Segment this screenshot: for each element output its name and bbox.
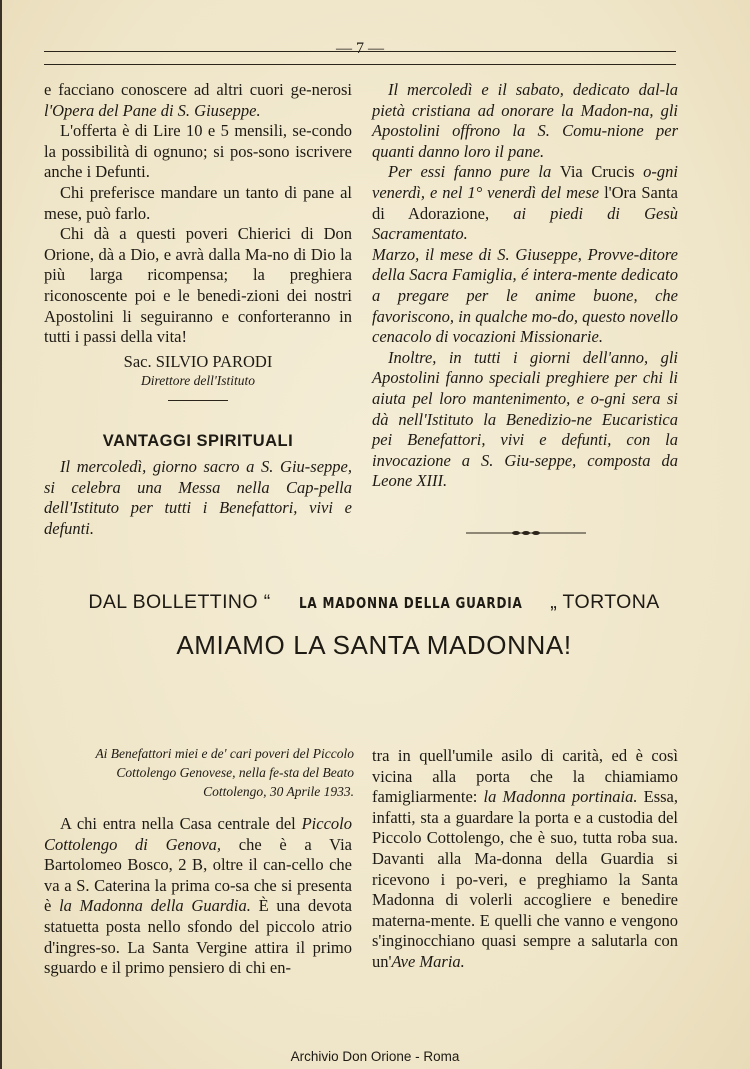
section-heading: VANTAGGI SPIRITUALI xyxy=(102,432,294,451)
page-number: — 7 — xyxy=(336,40,384,57)
paragraph: Inoltre, in tutti i giorni dell'anno, gli Apostolini fanno speciali preghiere per chi li aiuta pel loro mantenimento, e o-gni sera si dà nell'Istituto la Benedizio-ne Eucaristica pei Benefattori, vivi e defunti, con la invocazione a S. Giu-seppe, composta da Leone XIII. xyxy=(372,347,678,491)
paragraph: Il mercoledì, giorno sacro a S. Giu-seppe, si celebra una Messa nella Cap-pella dell'Istituto per tutti i Benefattori, vivi e defunti. xyxy=(44,456,352,538)
left-column-top xyxy=(44,80,352,539)
paragraph: Per essi fanno pure la Via Crucis o-gni venerdì, e nel 1° venerdì del mese l'Ora Santa di Adorazione, ai piedi di Gesù Sacramentato. xyxy=(372,162,679,244)
ornament-divider xyxy=(466,527,586,539)
section-divider xyxy=(168,400,228,401)
paragraph: Chi dà a questi poveri Chierici di Don Orione, dà a Dio, e avrà dalla Ma-no di Dio la più larga ricompensa; la preghiera riconoscente poi e le benedi-zioni dei nostri Apostolini li seguiranno e conforteranno in tutti i passi della vita! xyxy=(44,224,352,347)
signature-name: Sac. SILVIO PARODI xyxy=(123,351,273,371)
paragraph: A chi entra nella Casa centrale del Piccolo Cottolengo di Genova, che è a Via Bartolomeo Bosco, 2 B, oltre il can-cello che va a S. Caterina la prima co-sa che si presenta è la Madonna della Guardia. È una devota statuetta posta nello sfondo del piccolo atrio d'ingres-so. La Santa Vergine attira il primo sguardo e il primo pensiero di chi en- xyxy=(44,814,352,978)
article-title: AMIAMO LA SANTA MADONNA! xyxy=(176,630,572,660)
paragraph: e facciano conoscere ad altri cuori ge-nerosi l'Opera del Pane di S. Giuseppe. xyxy=(44,80,352,120)
page-left-edge xyxy=(0,0,2,1069)
paragraph: Il mercoledì e il sabato, dedicato dal-la pietà cristiana ad onorare la Madon-na, gli Apostolini offrono la S. Comu-nione per quanti danno loro il pane. xyxy=(372,80,678,161)
signature-title: Direttore dell'Istituto xyxy=(141,373,255,389)
left-column-bottom xyxy=(44,814,352,979)
right-column-bottom xyxy=(372,746,678,973)
paragraph: Chi preferisce mandare un tanto di pane al mese, può farlo. xyxy=(44,182,352,223)
article-kicker: DAL BOLLETTINO “ LA MADONNA DELLA GUARDIA „ TORTONA xyxy=(88,591,660,613)
dedication: Ai Benefattori miei e de' cari poveri del Piccolo Cottolengo Genovese, nella fe-sta del Beato Cottolengo, 30 Aprile 1933. xyxy=(95,746,354,799)
paragraph: tra in quell'umile asilo di carità, ed è così vicina alla porta che la chiamiamo famigliarmente: la Madonna portinaia. Essa, infatti, sta a guardare la porta e a custodia del Piccolo Cottolengo, che è suo, tutta roba sua. Davanti alla Ma-donna della Guardia si ricevono i po-veri, e preghiamo la Santa Madonna di volerli accogliere e benedire materna-mente. E quelli che vanno e vengono s'inginocchiano quasi sempre a salutarla con un'Ave Maria. xyxy=(372,746,678,971)
header-rule-lower xyxy=(44,64,676,65)
paragraph: L'offerta è di Lire 10 e 5 mensili, se-condo la possibilità di ognuno; si pos-sono iscrivere anche i Defunti. xyxy=(44,121,352,182)
archive-footer: Archivio Don Orione - Roma xyxy=(290,1049,460,1064)
paragraph: Marzo, il mese di S. Giuseppe, Provve-ditore della Sacra Famiglia, é intera-mente dedicato a pregare per le anime buone, che favoriscono, in qualche mo-do, questo novello cenacolo di vocazioni Missionarie. xyxy=(372,244,678,347)
right-column-top xyxy=(372,80,678,492)
